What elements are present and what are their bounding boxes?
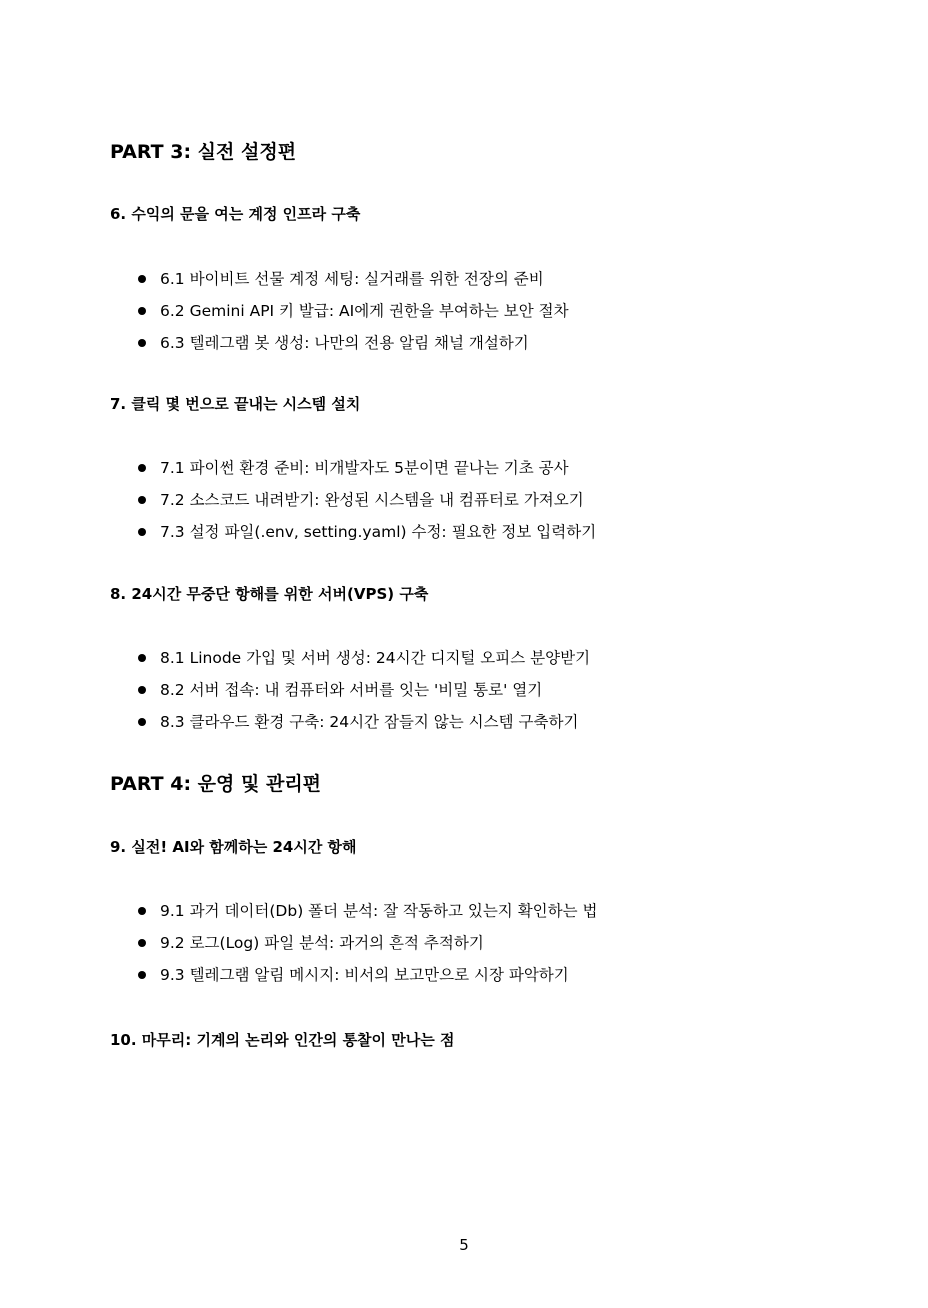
list-item [138,710,578,734]
list-item-text: 8.2 서버 접속: 내 컴퓨터와 서버를 잇는 '비밀 통로' 열기 [160,681,543,699]
bullet-icon [138,339,146,347]
page-number: 5 [459,1236,469,1254]
bullet-icon [138,907,146,915]
list-item [138,488,584,512]
list-item [138,931,484,955]
bullet-icon [138,275,146,283]
bullet-icon [138,496,146,504]
section-heading: 7. 클릭 몇 번으로 끝내는 시스템 설치 [110,395,361,413]
part-heading: PART 3: 실전 설정편 [110,141,297,163]
bullet-icon [138,686,146,694]
list-item [138,520,596,544]
list-item-text: 9.1 과거 데이터(Db) 폴더 분석: 잘 작동하고 있는지 확인하는 법 [160,902,598,920]
section-heading: 8. 24시간 무중단 항해를 위한 서버(VPS) 구축 [110,585,429,603]
list-item-text: 7.3 설정 파일(.env, setting.yaml) 수정: 필요한 정보 입력하기 [160,523,597,541]
list-item-text: 8.1 Linode 가입 및 서버 생성: 24시간 디지털 오피스 분양받기 [160,649,591,667]
bullet-icon [138,654,146,662]
list-item [138,331,529,355]
list-item [138,456,569,480]
bullet-icon [138,971,146,979]
bullet-icon [138,464,146,472]
list-item-text: 6.2 Gemini API 키 발급: AI에게 권한을 부여하는 보안 절차 [160,302,569,320]
list-item [138,678,542,702]
bullet-icon [138,718,146,726]
bullet-icon [138,307,146,315]
bullet-icon [138,528,146,536]
list-item [138,646,590,670]
list-item-text: 9.3 텔레그램 알림 메시지: 비서의 보고만으로 시장 파악하기 [160,966,569,984]
section-heading: 6. 수익의 문을 여는 계정 인프라 구축 [110,205,361,223]
list-item [138,299,569,323]
section-heading: 9. 실전! AI와 함께하는 24시간 항해 [110,838,357,856]
list-item-text: 7.1 파이썬 환경 준비: 비개발자도 5분이면 끝나는 기초 공사 [160,459,569,477]
bullet-icon [138,939,146,947]
list-item [138,963,569,987]
list-item-text: 9.2 로그(Log) 파일 분석: 과거의 흔적 추적하기 [160,934,484,952]
section-heading: 10. 마무리: 기계의 논리와 인간의 통찰이 만나는 점 [110,1031,455,1049]
list-item-text: 8.3 클라우드 환경 구축: 24시간 잠들지 않는 시스템 구축하기 [160,713,579,731]
list-item-text: 7.2 소스코드 내려받기: 완성된 시스템을 내 컴퓨터로 가져오기 [160,491,584,509]
list-item-text: 6.1 바이비트 선물 계정 세팅: 실거래를 위한 전장의 준비 [160,270,544,288]
list-item-text: 6.3 텔레그램 봇 생성: 나만의 전용 알림 채널 개설하기 [160,334,529,352]
list-item [138,899,598,923]
list-item [138,267,544,291]
part-heading: PART 4: 운영 및 관리편 [110,773,322,795]
